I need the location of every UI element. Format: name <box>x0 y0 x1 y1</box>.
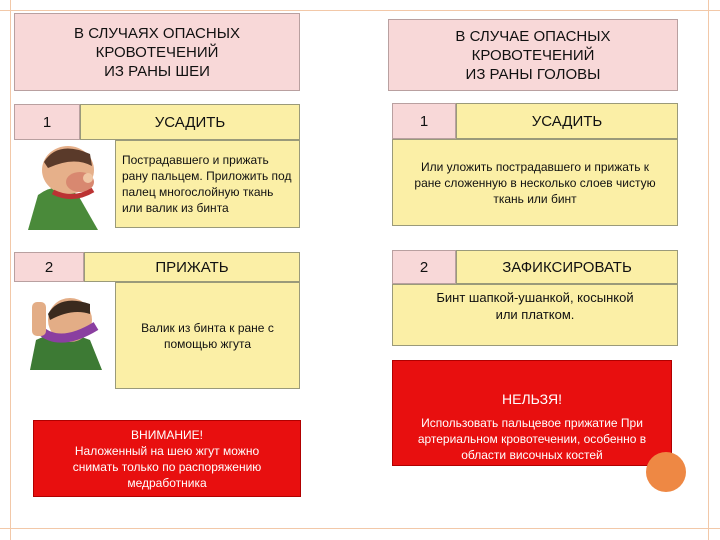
left-step2-number: 2 <box>14 252 84 282</box>
left-warning-box <box>33 420 301 497</box>
right-step1-number: 1 <box>392 103 456 139</box>
left-step1-action: УСАДИТЬ <box>80 104 300 140</box>
frame-line-top <box>0 10 720 11</box>
frame-line-right <box>708 0 709 540</box>
tourniquet-illustration <box>20 290 115 370</box>
left-title: В СЛУЧАЯХ ОПАСНЫХ КРОВОТЕЧЕНИЙ ИЗ РАНЫ ШЕИ <box>14 13 300 91</box>
frame-line-left <box>10 0 11 540</box>
left-warning-heading: ВНИМАНИЕ! <box>131 427 203 442</box>
frame-line-bottom <box>0 528 720 529</box>
neck-press-illustration <box>18 140 118 230</box>
left-step2-action: ПРИЖАТЬ <box>84 252 300 282</box>
right-forbidden-text: Использовать пальцевое прижатие При артериальном кровотечении, особенно в области височных костей <box>417 416 647 462</box>
right-step2-number: 2 <box>392 250 456 284</box>
left-step2-text: Валик из бинта к ране с помощью жгута <box>115 282 300 389</box>
decorative-circle-icon <box>646 452 686 492</box>
right-forbidden-box <box>392 360 672 466</box>
right-step1-text: Или уложить пострадавшего и прижать к ране сложенную в несколько слоев чистую ткань или бинт <box>392 139 678 226</box>
left-warning-text: Наложенный на шею жгут можно снимать только по распоряжению медработника <box>72 443 262 490</box>
right-forbidden-heading: НЕЛЬЗЯ! <box>502 391 562 407</box>
right-step2-action: ЗАФИКСИРОВАТЬ <box>456 250 678 284</box>
left-step1-number: 1 <box>14 104 80 140</box>
right-step2-text: Бинт шапкой-ушанкой, косынкой или платком. <box>392 284 678 346</box>
left-step1-text: Пострадавшего и прижать рану пальцем. Приложить под палец многослойную ткань или валик из бинта <box>115 140 300 228</box>
right-title: В СЛУЧАЕ ОПАСНЫХ КРОВОТЕЧЕНИЙ ИЗ РАНЫ ГОЛОВЫ <box>388 19 678 91</box>
right-step1-action: УСАДИТЬ <box>456 103 678 139</box>
